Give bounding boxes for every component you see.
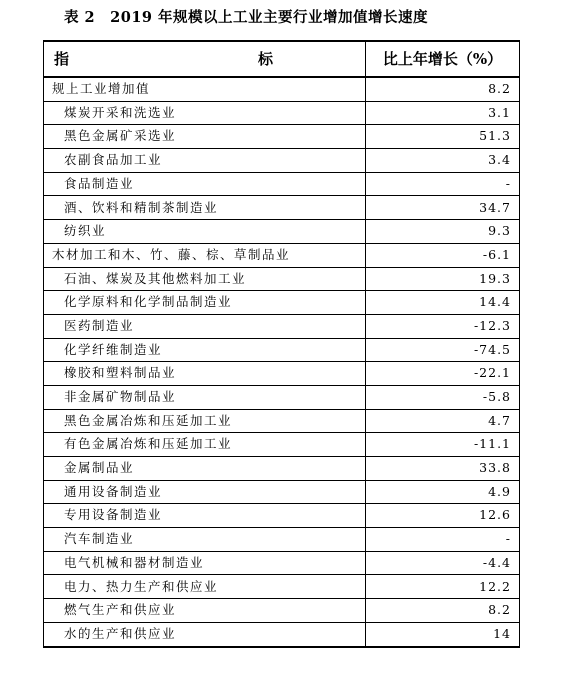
growth-value: 19.3 xyxy=(366,267,520,291)
industry-name: 木材加工和木、竹、藤、棕、草制品业 xyxy=(44,243,366,267)
industry-name: 汽车制造业 xyxy=(44,528,366,552)
header-indicator: 指 标 xyxy=(44,41,366,77)
table-row xyxy=(44,291,520,315)
growth-value: 12.2 xyxy=(366,575,520,599)
growth-table xyxy=(43,40,520,648)
table-row xyxy=(44,125,520,149)
growth-value: -6.1 xyxy=(366,243,520,267)
header-growth: 比上年增长（%） xyxy=(366,41,520,77)
growth-value: 33.8 xyxy=(366,457,520,481)
table-row xyxy=(44,362,520,386)
growth-value: 14 xyxy=(366,622,520,646)
industry-name: 化学原料和化学制品制造业 xyxy=(44,291,366,315)
growth-value: 8.2 xyxy=(366,77,520,101)
table-row xyxy=(44,196,520,220)
growth-value: 51.3 xyxy=(366,125,520,149)
growth-value: -22.1 xyxy=(366,362,520,386)
growth-value: -74.5 xyxy=(366,338,520,362)
table-header-row xyxy=(44,41,520,77)
growth-value: 4.7 xyxy=(366,409,520,433)
industry-name: 化学纤维制造业 xyxy=(44,338,366,362)
table-body xyxy=(44,77,520,647)
industry-name: 橡胶和塑料制品业 xyxy=(44,362,366,386)
industry-name: 医药制造业 xyxy=(44,314,366,338)
table-title: 表 2 2019 年规模以上工业主要行业增加值增长速度 xyxy=(64,9,429,26)
table-row xyxy=(44,267,520,291)
industry-name: 水的生产和供应业 xyxy=(44,622,366,646)
table-row xyxy=(44,575,520,599)
industry-name: 纺织业 xyxy=(44,220,366,244)
table-row xyxy=(44,504,520,528)
industry-name: 燃气生产和供应业 xyxy=(44,599,366,623)
growth-value: 14.4 xyxy=(366,291,520,315)
table-row xyxy=(44,385,520,409)
growth-value: -11.1 xyxy=(366,433,520,457)
table-row xyxy=(44,551,520,575)
table-row xyxy=(44,599,520,623)
growth-value: -12.3 xyxy=(366,314,520,338)
growth-value: 4.9 xyxy=(366,480,520,504)
growth-value: 34.7 xyxy=(366,196,520,220)
table-row xyxy=(44,220,520,244)
industry-name: 通用设备制造业 xyxy=(44,480,366,504)
industry-name: 煤炭开采和洗选业 xyxy=(44,101,366,125)
industry-name: 电力、热力生产和供应业 xyxy=(44,575,366,599)
table-row xyxy=(44,528,520,552)
table-row xyxy=(44,338,520,362)
growth-value: 3.4 xyxy=(366,149,520,173)
industry-name: 非金属矿物制品业 xyxy=(44,385,366,409)
table-row xyxy=(44,480,520,504)
growth-value: 12.6 xyxy=(366,504,520,528)
table-row xyxy=(44,101,520,125)
table-row xyxy=(44,433,520,457)
table-row xyxy=(44,172,520,196)
growth-value: -4.4 xyxy=(366,551,520,575)
table-row xyxy=(44,77,520,101)
industry-name: 黑色金属冶炼和压延加工业 xyxy=(44,409,366,433)
table-row xyxy=(44,409,520,433)
table-row xyxy=(44,243,520,267)
growth-value: 8.2 xyxy=(366,599,520,623)
growth-value: - xyxy=(366,172,520,196)
growth-value: - xyxy=(366,528,520,552)
industry-name: 专用设备制造业 xyxy=(44,504,366,528)
table-row xyxy=(44,149,520,173)
industry-name: 石油、煤炭及其他燃料加工业 xyxy=(44,267,366,291)
industry-name: 酒、饮料和精制茶制造业 xyxy=(44,196,366,220)
table-row xyxy=(44,622,520,646)
industry-name: 食品制造业 xyxy=(44,172,366,196)
table-row xyxy=(44,314,520,338)
industry-name: 电气机械和器材制造业 xyxy=(44,551,366,575)
table-row xyxy=(44,457,520,481)
growth-value: -5.8 xyxy=(366,385,520,409)
industry-name: 规上工业增加值 xyxy=(44,77,366,101)
industry-name: 农副食品加工业 xyxy=(44,149,366,173)
growth-value: 9.3 xyxy=(366,220,520,244)
industry-name: 金属制品业 xyxy=(44,457,366,481)
industry-name: 黑色金属矿采选业 xyxy=(44,125,366,149)
growth-value: 3.1 xyxy=(366,101,520,125)
industry-name: 有色金属冶炼和压延加工业 xyxy=(44,433,366,457)
